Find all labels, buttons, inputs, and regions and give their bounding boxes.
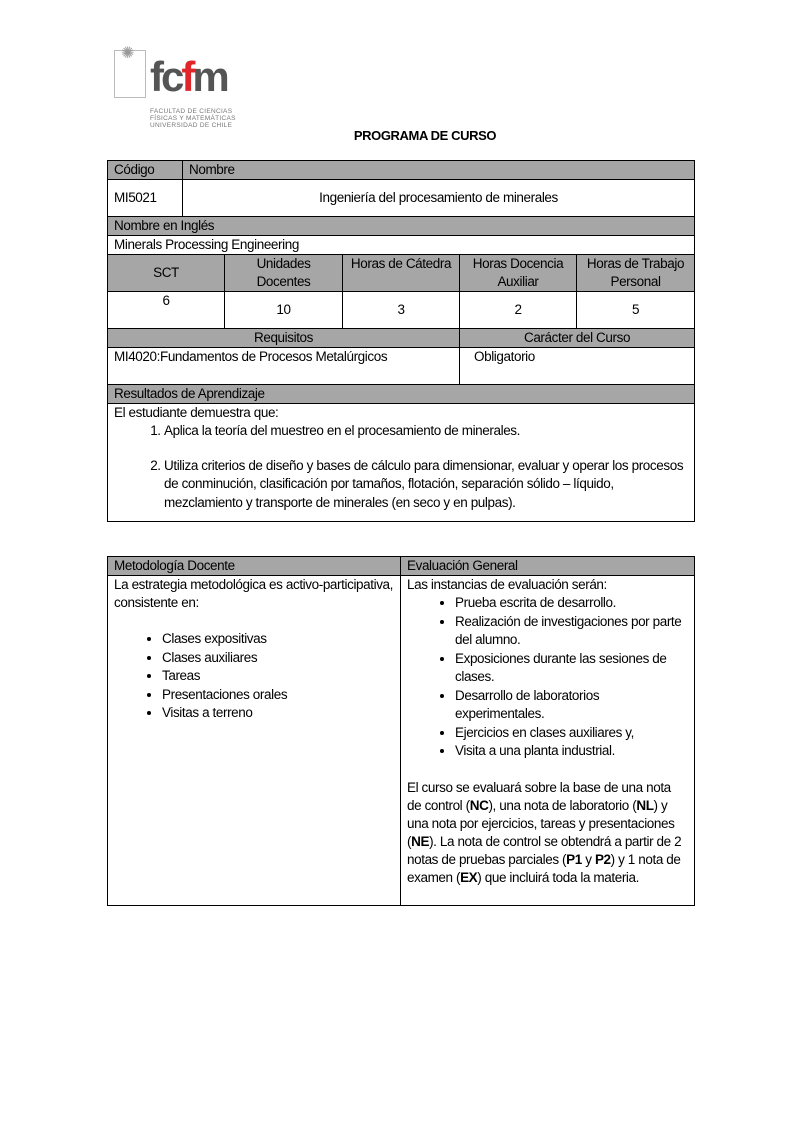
catedra-header: Horas de Cátedra: [343, 255, 460, 292]
metodologia-content: [108, 576, 401, 906]
course-info-table: [107, 160, 695, 522]
evaluacion-paragraph: [407, 779, 688, 887]
text: y: [581, 851, 595, 867]
nl-term: NL: [636, 797, 654, 813]
university-emblem-icon: ✺: [114, 50, 146, 98]
fcfm-logo: [112, 46, 242, 132]
metodologia-intro: La estrategia metodológica es activo-participativa, consistente en:: [114, 577, 394, 610]
caracter-value: Obligatorio: [460, 348, 695, 385]
auxiliar-value: 2: [460, 292, 577, 329]
text: ), una nota de laboratorio (: [488, 797, 637, 813]
p1-term: P1: [566, 851, 582, 867]
page-title: PROGRAMA DE CURSO: [353, 128, 497, 143]
personal-value: 5: [577, 292, 695, 329]
english-name: Minerals Processing Engineering: [108, 236, 695, 255]
list-item: • Clases expositivas: [162, 630, 394, 649]
logo-line: FÍSICAS Y MATEMÁTICAS: [150, 115, 236, 122]
ingles-label: Nombre en Inglés: [108, 217, 695, 236]
list-item: • Presentaciones orales: [162, 686, 394, 705]
list-item: • Ejercicios en clases auxiliares y,: [455, 724, 688, 743]
course-code: MI5021: [108, 180, 183, 217]
list-item: • Visita a una planta industrial.: [455, 742, 688, 761]
requisitos-value: MI4020:Fundamentos de Procesos Metalúrgicos: [108, 348, 460, 385]
text: ) y 1 nota de examen (: [407, 851, 681, 885]
ex-term: EX: [460, 869, 478, 885]
logo-wordmark: fcfm: [150, 53, 227, 100]
list-item: • Exposiciones durante las sesiones de clases.: [455, 650, 688, 687]
unidades-header: Unidades Docentes: [225, 255, 343, 292]
logo-line: UNIVERSIDAD DE CHILE: [150, 122, 233, 129]
unidades-value: 10: [225, 292, 343, 329]
text: ) que incluirá toda la materia.: [477, 869, 639, 885]
text: ) y una nota por ejercicios, tareas y presentaciones (: [407, 797, 675, 849]
course-name: Ingeniería del procesamiento de minerales: [183, 180, 695, 217]
ne-term: NE: [411, 833, 430, 849]
resultados-list: [114, 422, 688, 512]
text: El curso se evaluará sobre la base de una nota de control (: [407, 779, 671, 813]
logo-line: FACULTAD DE CIENCIAS: [150, 108, 233, 115]
sct-value: 6: [108, 292, 225, 329]
nombre-label: Nombre: [183, 161, 695, 180]
logo-subtitle: [150, 108, 260, 129]
resultados-intro: El estudiante demuestra que:: [114, 405, 279, 420]
sct-header: SCT: [108, 255, 225, 292]
list-item: 2. Utiliza criterios de diseño y bases de cálculo para dimensionar, evaluar y operar los procesos de conminución, clasificación por tamaños, flotación, separación sólido – líquido, mezclamiento y transporte de minerales (en seco y en pulpas).: [164, 457, 688, 513]
resultados-label: Resultados de Aprendizaje: [108, 385, 695, 404]
list-item: • Realización de investigaciones por parte del alumno.: [455, 613, 688, 650]
requisitos-label: Requisitos: [108, 329, 460, 348]
metodologia-label: Metodología Docente: [108, 557, 401, 576]
evaluacion-list: [407, 594, 688, 761]
resultados-content: [108, 404, 695, 522]
text: ). La nota de control se obtendrá a partir de 2 notas de pruebas parciales (: [407, 833, 682, 867]
p2-term: P2: [594, 851, 611, 867]
evaluacion-label: Evaluación General: [401, 557, 695, 576]
methodology-table: [107, 556, 695, 906]
list-item: • Desarrollo de laboratorios experimentales.: [455, 687, 688, 724]
nc-term: NC: [469, 797, 489, 813]
metodologia-list: [114, 630, 394, 723]
auxiliar-header: Horas Docencia Auxiliar: [460, 255, 577, 292]
list-item: • Clases auxiliares: [162, 649, 394, 668]
catedra-value: 3: [343, 292, 460, 329]
list-item: • Prueba escrita de desarrollo.: [455, 594, 688, 613]
caracter-label: Carácter del Curso: [460, 329, 695, 348]
personal-header: Horas de Trabajo Personal: [577, 255, 695, 292]
list-item: • Tareas: [162, 667, 394, 686]
codigo-label: Código: [108, 161, 183, 180]
list-item: • Visitas a terreno: [162, 704, 394, 723]
evaluacion-content: [401, 576, 695, 906]
list-item: 1. Aplica la teoría del muestreo en el procesamiento de minerales.: [164, 422, 688, 441]
evaluacion-intro: Las instancias de evaluación serán:: [407, 577, 607, 592]
